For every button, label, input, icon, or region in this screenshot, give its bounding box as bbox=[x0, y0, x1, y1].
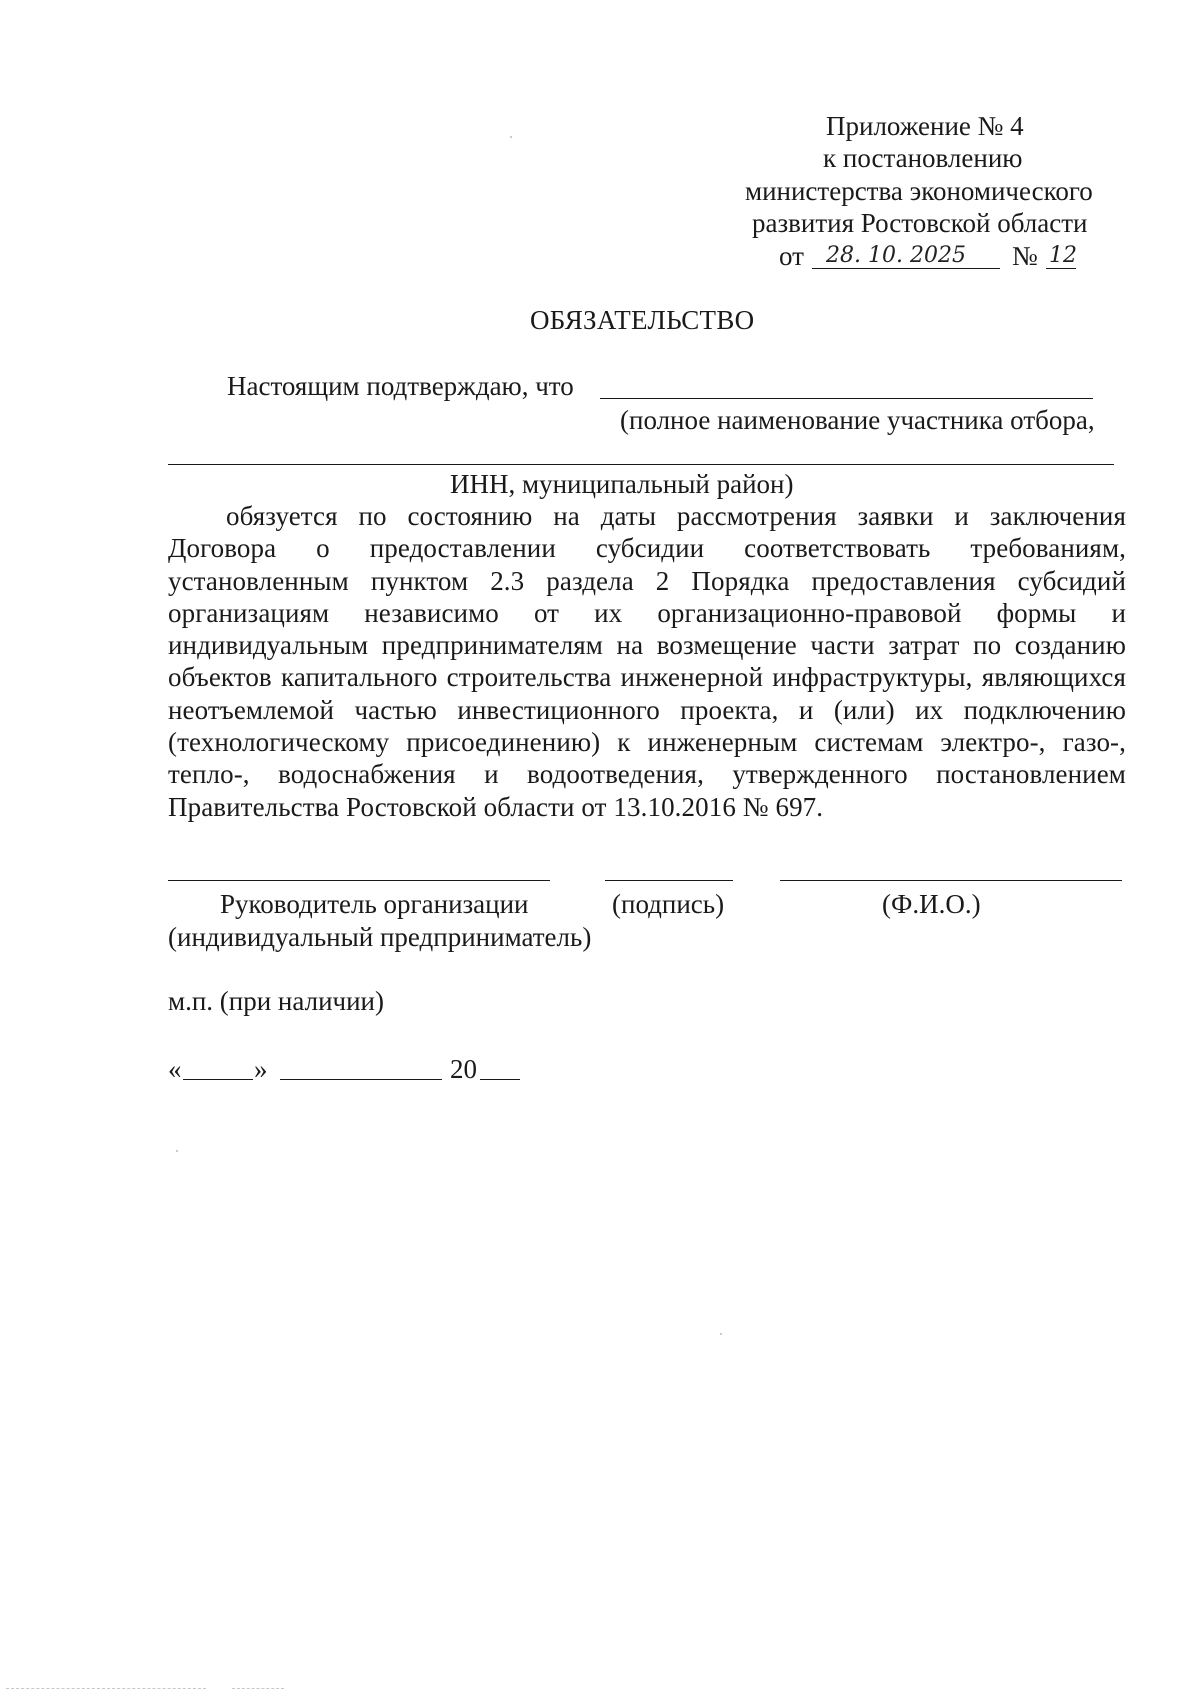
participant-caption-2: ИНН, муниципальный район) bbox=[450, 469, 794, 499]
document-title: ОБЯЗАТЕЛЬСТВО bbox=[530, 305, 755, 335]
scan-speck bbox=[176, 1150, 178, 1152]
header-region: развития Ростовской области bbox=[752, 208, 1088, 238]
participant-name-line bbox=[600, 398, 1093, 399]
header-ministry: министерства экономического bbox=[745, 176, 1093, 206]
number-prefix: № bbox=[1012, 241, 1038, 271]
fio-line bbox=[780, 880, 1122, 881]
fio-label: (Ф.И.О.) bbox=[882, 889, 981, 919]
handwritten-date: 28. 10. 2025 bbox=[826, 243, 966, 268]
header-resolution: к постановлению bbox=[823, 143, 1023, 173]
scan-edge-artifact bbox=[232, 1688, 284, 1689]
day-line bbox=[183, 1079, 253, 1080]
head-label-2: (индивидуальный предприниматель) bbox=[168, 922, 592, 952]
sign-line bbox=[605, 880, 733, 881]
date-close-quote: » bbox=[254, 1054, 268, 1084]
participant-full-line bbox=[168, 464, 1114, 465]
sign-label: (подпись) bbox=[612, 889, 725, 919]
head-signature-line bbox=[168, 880, 550, 881]
scan-speck bbox=[510, 136, 512, 138]
header-appendix: Приложение № 4 bbox=[826, 111, 1024, 141]
date-prefix: от bbox=[779, 241, 804, 271]
participant-caption-1: (полное наименование участника отбора, bbox=[620, 405, 1095, 435]
head-label: Руководитель организации bbox=[220, 889, 529, 919]
year-prefix: 20 bbox=[450, 1054, 477, 1084]
stamp-note: м.п. (при наличии) bbox=[168, 986, 384, 1016]
scan-speck bbox=[720, 1333, 722, 1335]
year-line bbox=[480, 1079, 520, 1080]
obligation-body: обязуется по состоянию на даты рассмотрения заявки и заключения Договора о предоставлении субсидии соответствовать требованиям, установленным пунктом 2.3 раздела 2 Порядка предоставления субсидий организациям независимо от их организационно-правовой формы и индивидуальным предпринимателям на возмещение части затрат по созданию объектов капитального строительства инженерной инфраструктуры, являющихся неотъемлемой частью инвестиционного проекта, и (или) их подключению (технологическому присоединению) к инженерным системам электро-, газо-, тепло-, водоснабжения и водоотведения, утвержденного постановлением Правительства Ростовской области от 13.10.2016 № 697. bbox=[168, 501, 1126, 822]
date-open-quote: « bbox=[168, 1054, 182, 1084]
handwritten-number: 12 bbox=[1049, 243, 1077, 268]
confirm-lead: Настоящим подтверждаю, что bbox=[227, 371, 574, 401]
scan-edge-artifact bbox=[6, 1688, 206, 1689]
month-line bbox=[280, 1079, 442, 1080]
